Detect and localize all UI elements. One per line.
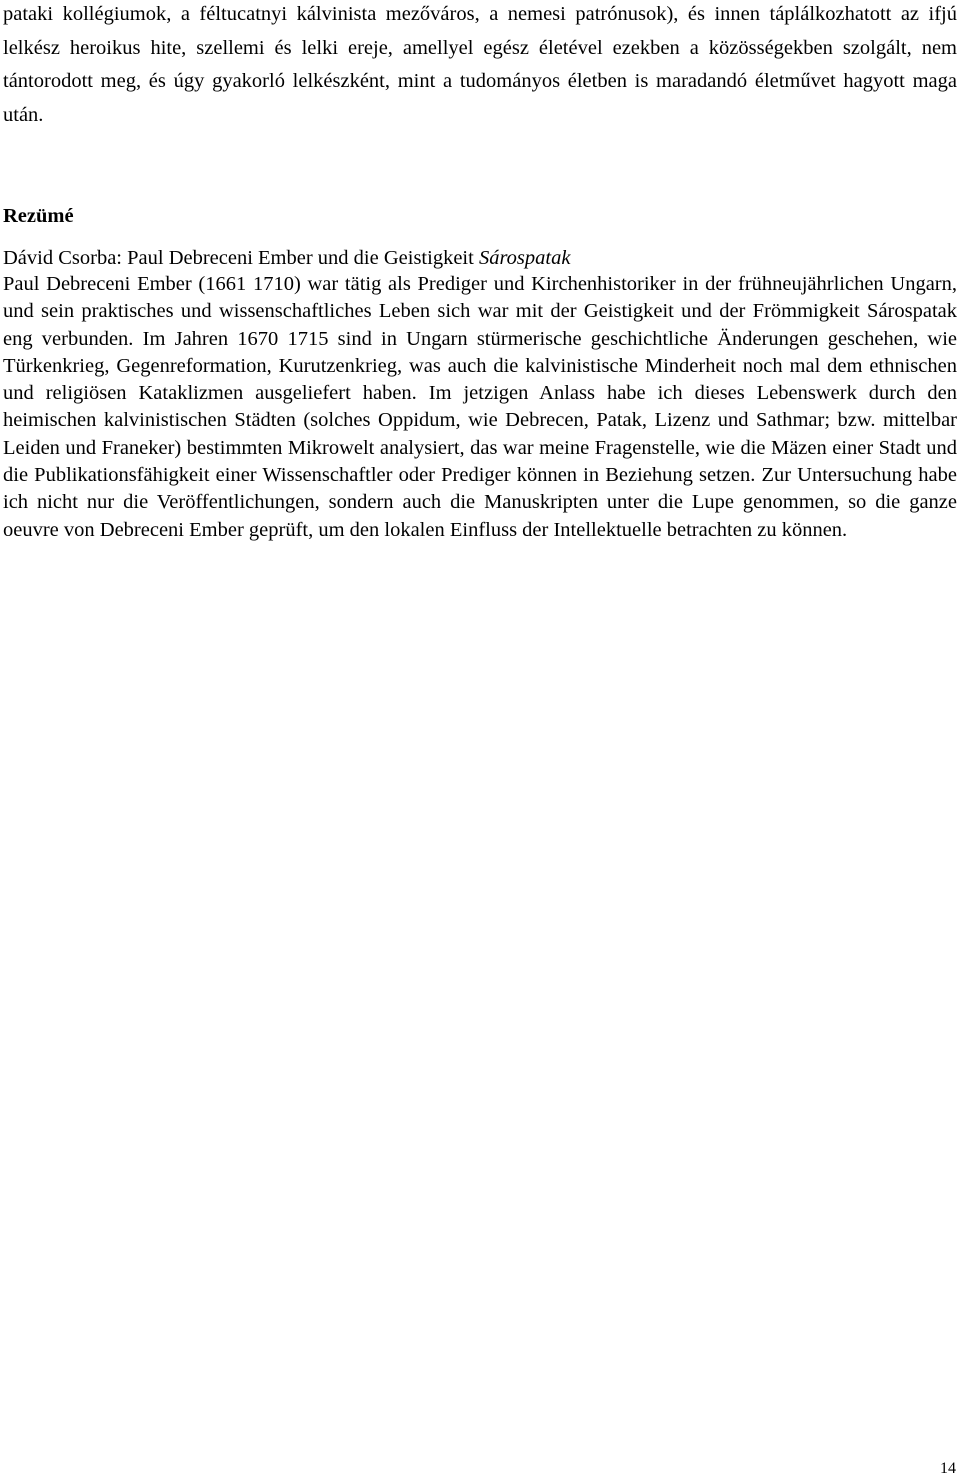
summary-subtitle-text: Dávid Csorba: Paul Debreceni Ember und die Geistigkeit <box>3 247 479 269</box>
summary-paragraph: Paul Debreceni Ember (1661 1710) war tätig als Prediger und Kirchenhistoriker in der frühneujährlichen Ungarn, und sein praktisches und wissenschaftliches Leben sich war mit der Geistigkeit und der Frömmigkeit Sárospatak eng verbunden. Im Jahren 1670 1715 sind in Ungarn stürmerische geschichtliche Änderungen geschehen, wie Türkenkrieg, Gegenreformation, Kurutzenkrieg, was auch die kalvinistische Minderheit noch mal dem ethnischen und religiösen Kataklizmen ausgeliefert haben. Im jetzigen Anlass habe ich dieses Lebenswerk durch den heimischen kalvinistischen Städten (solches Oppidum, wie Debrecen, Patak, Lizenz und Sathmar; bzw. mittelbar Leiden und Franeker) bestimmten Mikrowelt analysiert, das war meine Fragenstelle, wie die Mäzen einer Stadt und die Publikationsfähigkeit einer Wissenschaftler oder Prediger können in Beziehung setzen. Zur Untersuchung habe ich nicht nur die Veröffentlichungen, sondern auch die Manuskripten unter die Lupe genommen, so die ganze oeuvre von Debreceni Ember geprüft, um den lokalen Einfluss der Intellektuelle betrachten zu können. <box>3 273 957 541</box>
summary-subtitle <box>3 244 570 272</box>
intro-paragraph: pataki kollégiumok, a féltucatnyi kálvinista mezőváros, a nemesi patrónusok), és innen táplálkozhatott az ifjú lelkész heroikus hite, szellemi és lelki ereje, amellyel egész életével ezekben a közösségekben szolgált, nem tántorodott meg, és úgy gyakorló lelkészként, mint a tudományos életben is maradandó életművet hagyott maga után. <box>3 3 957 126</box>
summary-heading: Rezümé <box>3 205 74 227</box>
summary-subtitle-place: Sárospatak <box>478 247 571 269</box>
page-number: 14 <box>940 1460 956 1477</box>
